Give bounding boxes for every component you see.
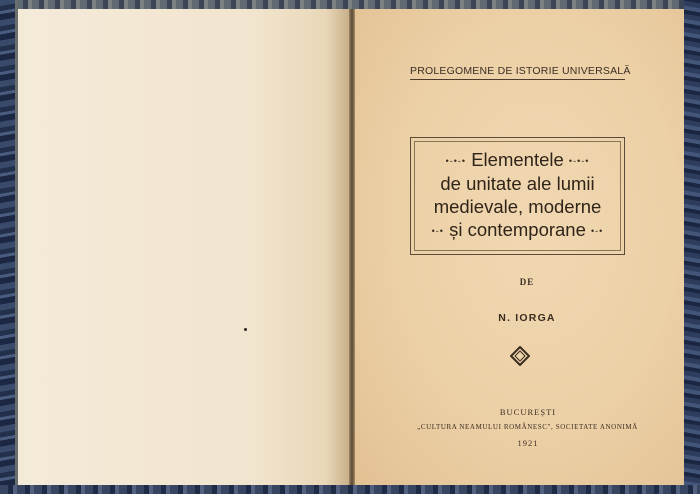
diamond-ornament-icon xyxy=(510,346,530,366)
ornament-right-4: •-• xyxy=(591,226,604,237)
byline-de: DE xyxy=(519,277,535,287)
imprint-publisher: „CULTURA NEAMULUI ROMÂNESC", SOCIETATE ANONIMĂ xyxy=(417,423,638,431)
title-line-2: de unitate ale lumii xyxy=(440,173,595,194)
paper-speck xyxy=(244,328,247,331)
series-underline xyxy=(410,79,625,80)
title-text-1: Elementele xyxy=(471,149,564,170)
ornament-left-4: •-• xyxy=(431,226,444,237)
series-title: PROLEGOMENE DE ISTORIE UNIVERSALĂ xyxy=(410,65,631,77)
title-frame xyxy=(410,137,625,255)
book-binding-left xyxy=(0,0,18,494)
left-blank-page xyxy=(18,9,349,485)
title-line-4 xyxy=(411,219,624,242)
imprint-year: 1921 xyxy=(517,438,539,448)
title-line-1 xyxy=(411,149,624,172)
title-line-3: medievale, moderne xyxy=(433,196,602,217)
ornament-right-1: •-•-• xyxy=(568,156,590,167)
imprint-city: BUCUREȘTI xyxy=(499,407,557,417)
book-binding-bottom xyxy=(0,485,700,494)
author-name: N. IORGA xyxy=(498,312,556,324)
title-text-4: și contemporane xyxy=(449,219,586,240)
ornament-left-1: •-•-• xyxy=(445,156,467,167)
book-binding-right xyxy=(684,0,700,494)
